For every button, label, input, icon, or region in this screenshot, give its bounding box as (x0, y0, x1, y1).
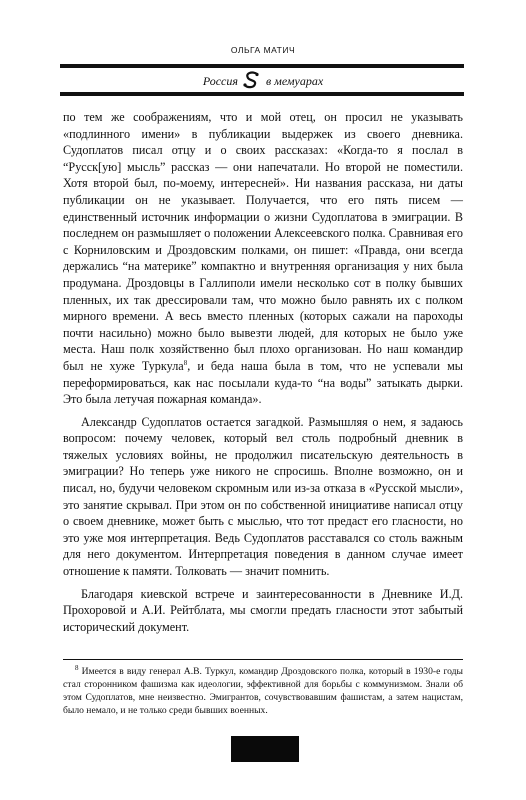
series-title (0, 71, 526, 89)
footnote-divider (63, 659, 463, 660)
footnote-text: Имеется в виду генерал А.В. Туркул, командир Дроздовского полка, который в 1930-е годы стал сторонником фашизма как идеологии, эффективной для борьбы с коммунизмом. Знали об этом Судоплатов, мне неизвестно. Эмигрантов, сочувствовавшим фашистам, а затем нацистам, было немало, и не только среди бывших военных. (63, 666, 463, 716)
ornamental-s-logo-icon (242, 71, 262, 89)
paragraph-2: Александр Судоплатов остается загадкой. Размышляя о нем, я задаюсь вопросом: почему человек, который вел столь подробный дневник в тяжелых условиях войны, не продолжил писательскую деятельность в эмиграции? Но теперь уже никого не спросишь. Вполне возможно, он и писал, но, будучи человеком скромным или из-за отказа в «Русской мысли», это занятие скрывал. При этом он по собственной инициативе написал отцу о своем дневнике, может быть с мыслью, что тот предаст его гласности, но это уже моя интерпретация. Ведь Судоплатов расставался со столь важным для него документом. Интерпретация поведения в данном случае имеет отношение к памяти. Толковать — значит помнить. (63, 414, 463, 579)
paragraph-3: Благодаря киевской встрече и заинтересованности в Дневнике И.Д. Прохоровой и А.И. Рейтблата, мы смогли предать гласности этот забытый исторический документ. (63, 586, 463, 634)
paragraph-1: по тем же соображениям, что и мой отец, он просил не указывать «подлинного имени» в публикации выдержек из своего дневника. Судоплатов писал отцу и о своих рассказах: «Когда-то я послал в “Русск[ую] мысль” рассказ — они напечатали. Но второй не поместили. Хотя второй был, по-моему, интересней». Ни названия рассказа, ни даты публикации он не указывает. Получается, что его пять писем — единственный источник информации о жизни Судоплатова в эмиграции. В последнем он размышляет о положении Алексеевского полка. Сравнивая его с Корниловским и Дроздовским полками, он пишет: «Правда, они всегда держались “на материке” компактно и внутренняя организация у них была продумана. Дроздовцы в Галлиполи имели несколько сот в полку бывших пленных, их так дрессировали там, что можно было равнять их с полком мирного времени. А весь вместо пленных (которых сажали на пароходы почти насильно) можно было вывезти людей, для которых не было уже места. Наш полк хозяйственно был плохо организован. Но наш командир был не хуже Туркула$^8$, и беда наша была в том, что не успевали мы переформироваться, как нас посылали куда-то “на воды” затыкать дырки. Это была летучая пожарная команда». (63, 110, 463, 407)
footnote (63, 665, 463, 717)
main-text (63, 109, 463, 641)
series-title-right: в мемуарах (265, 74, 324, 88)
series-title-left: Россия (202, 74, 238, 88)
header-rule-top (60, 64, 464, 68)
header-rule-bottom (60, 92, 464, 96)
running-head-author: ОЛЬГА МАТИЧ (230, 45, 296, 55)
footnote-ref: 8 (183, 358, 188, 367)
page-number-block (231, 736, 299, 762)
footnote-mark: 8 (75, 663, 79, 672)
